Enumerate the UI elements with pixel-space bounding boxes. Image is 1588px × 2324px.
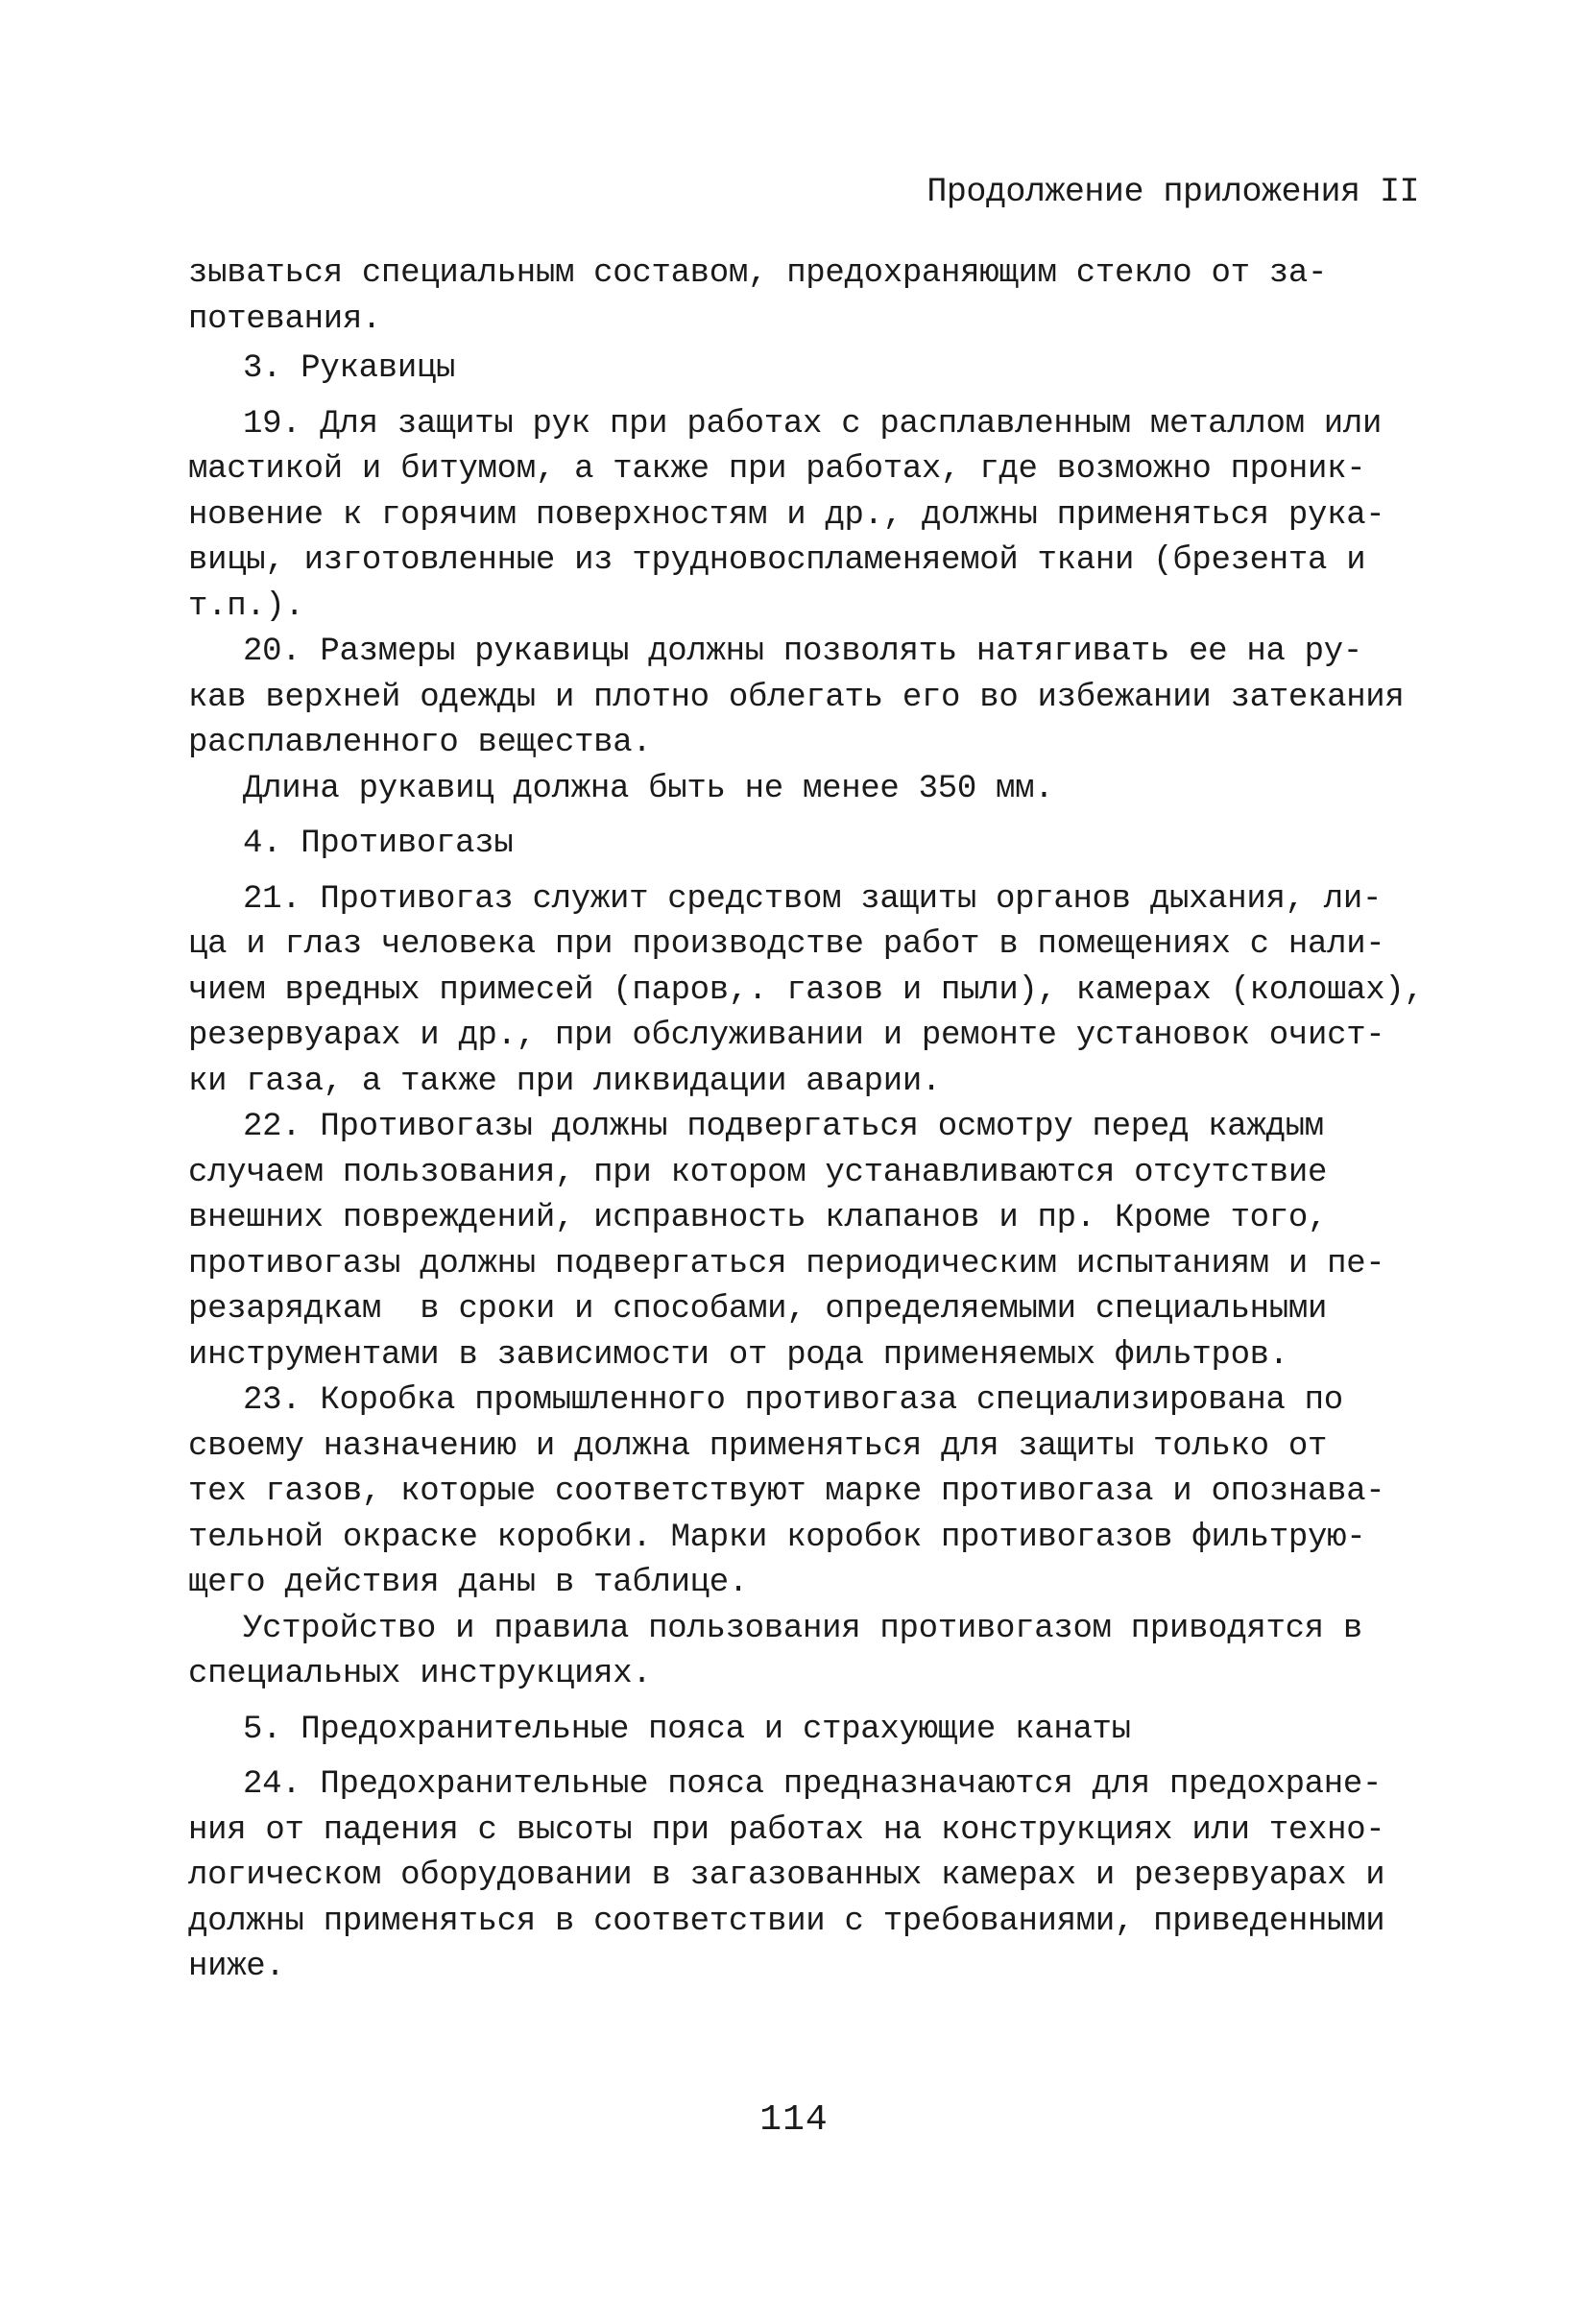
text-line: тельной окраске коробки. Марки коробок противогазов фильтрую- — [188, 1519, 1366, 1556]
text-line: должны применяться в соответствии с требованиями, приведенными — [188, 1903, 1385, 1940]
text-line: зываться специальным составом, предохраняющим стекло от за- — [188, 255, 1328, 292]
text-line: потевания. — [188, 300, 382, 338]
text-line: расплавленного вещества. — [188, 725, 652, 761]
text-line: новение к горячим поверхностям и др., должны применяться рука- — [188, 496, 1385, 534]
text-line: логическом оборудовании в загазованных камерах и резервуарах и — [188, 1857, 1385, 1894]
text-line: Устройство и правила пользования противогазом приводятся в — [243, 1610, 1362, 1647]
running-header: Продолжение приложения II — [926, 173, 1419, 211]
text-line: внешних повреждений, исправность клапанов и пр. Кроме того, — [188, 1200, 1328, 1236]
text-line: ки газа, а также при ликвидации аварии. — [188, 1063, 942, 1100]
section-heading-gas-masks: 4. Противогазы — [243, 826, 514, 862]
text-line: 20. Размеры рукавицы должны позволять натягивать ее на ру- — [243, 634, 1362, 670]
text-line: чием вредных примесей (паров,. газов и пыли), камерах (колошах), — [188, 971, 1424, 1009]
text-line: 23. Коробка промышленного противогаза специализирована по — [243, 1382, 1343, 1419]
text-line: противогазы должны подвергаться периодическим испытаниям и пе- — [188, 1245, 1385, 1282]
paragraph-23 — [188, 1378, 1400, 1607]
text-line: 22. Противогазы должны подвергаться осмотру перед каждым — [243, 1109, 1324, 1145]
text-line: инструментами в зависимости от рода применяемых фильтров. — [188, 1336, 1288, 1374]
paragraph-20 — [188, 630, 1405, 767]
paragraph-19 — [188, 402, 1400, 631]
text-line: 19. Для защиты рук при работах с расплавленным металлом или — [243, 405, 1383, 443]
text-line: 21. Противогаз служит средством защиты органов дыхания, ли- — [243, 880, 1383, 918]
text-line: тех газов, которые соответствуют марке противогаза и опознава- — [188, 1473, 1385, 1510]
paragraph-24 — [188, 1762, 1400, 1991]
text-line: специальных инструкциях. — [188, 1656, 652, 1692]
paragraph-22 — [188, 1105, 1400, 1378]
section-heading-gloves: 3. Рукавицы — [243, 350, 456, 387]
paragraph-21 — [188, 877, 1424, 1106]
paragraph-23-instructions — [188, 1607, 1400, 1698]
text-line: ниже. — [188, 1949, 285, 1985]
text-line: мастикой и битумом, а также при работах, где возможно проник- — [188, 451, 1366, 488]
text-line: вицы, изготовленные из трудновоспламеняемой ткани (брезента и — [188, 542, 1366, 579]
text-line: 24. Предохранительные пояса предназначаются для предохране- — [243, 1766, 1383, 1803]
paragraph-20-length: Длина рукавиц должна быть не менее 350 мм. — [243, 770, 1054, 807]
text-line: т.п.). — [188, 587, 304, 625]
text-line: ния от падения с высоты при работах на конструкциях или техно- — [188, 1811, 1385, 1849]
text-line: кав верхней одежды и плотно облегать его во избежании затекания — [188, 679, 1405, 716]
text-line: щего действия даны в таблице. — [188, 1565, 748, 1601]
text-line: ца и глаз человека при производстве работ в помещениях с нали- — [188, 926, 1385, 963]
page-number: 114 — [759, 2099, 829, 2141]
text-line: резарядкам в сроки и способами, определяемыми специальными — [188, 1291, 1328, 1328]
section-heading-safety-belts: 5. Предохранительные пояса и страхующие канаты — [243, 1711, 1131, 1748]
text-line: своему назначению и должна применяться для защиты только от — [188, 1427, 1328, 1465]
text-line: резервуарах и др., при обслуживании и ремонте установок очист- — [188, 1018, 1385, 1054]
paragraph-intro — [188, 252, 1400, 343]
document-body — [188, 252, 1424, 1991]
text-line: случаем пользования, при котором устанавливаются отсутствие — [188, 1154, 1328, 1191]
